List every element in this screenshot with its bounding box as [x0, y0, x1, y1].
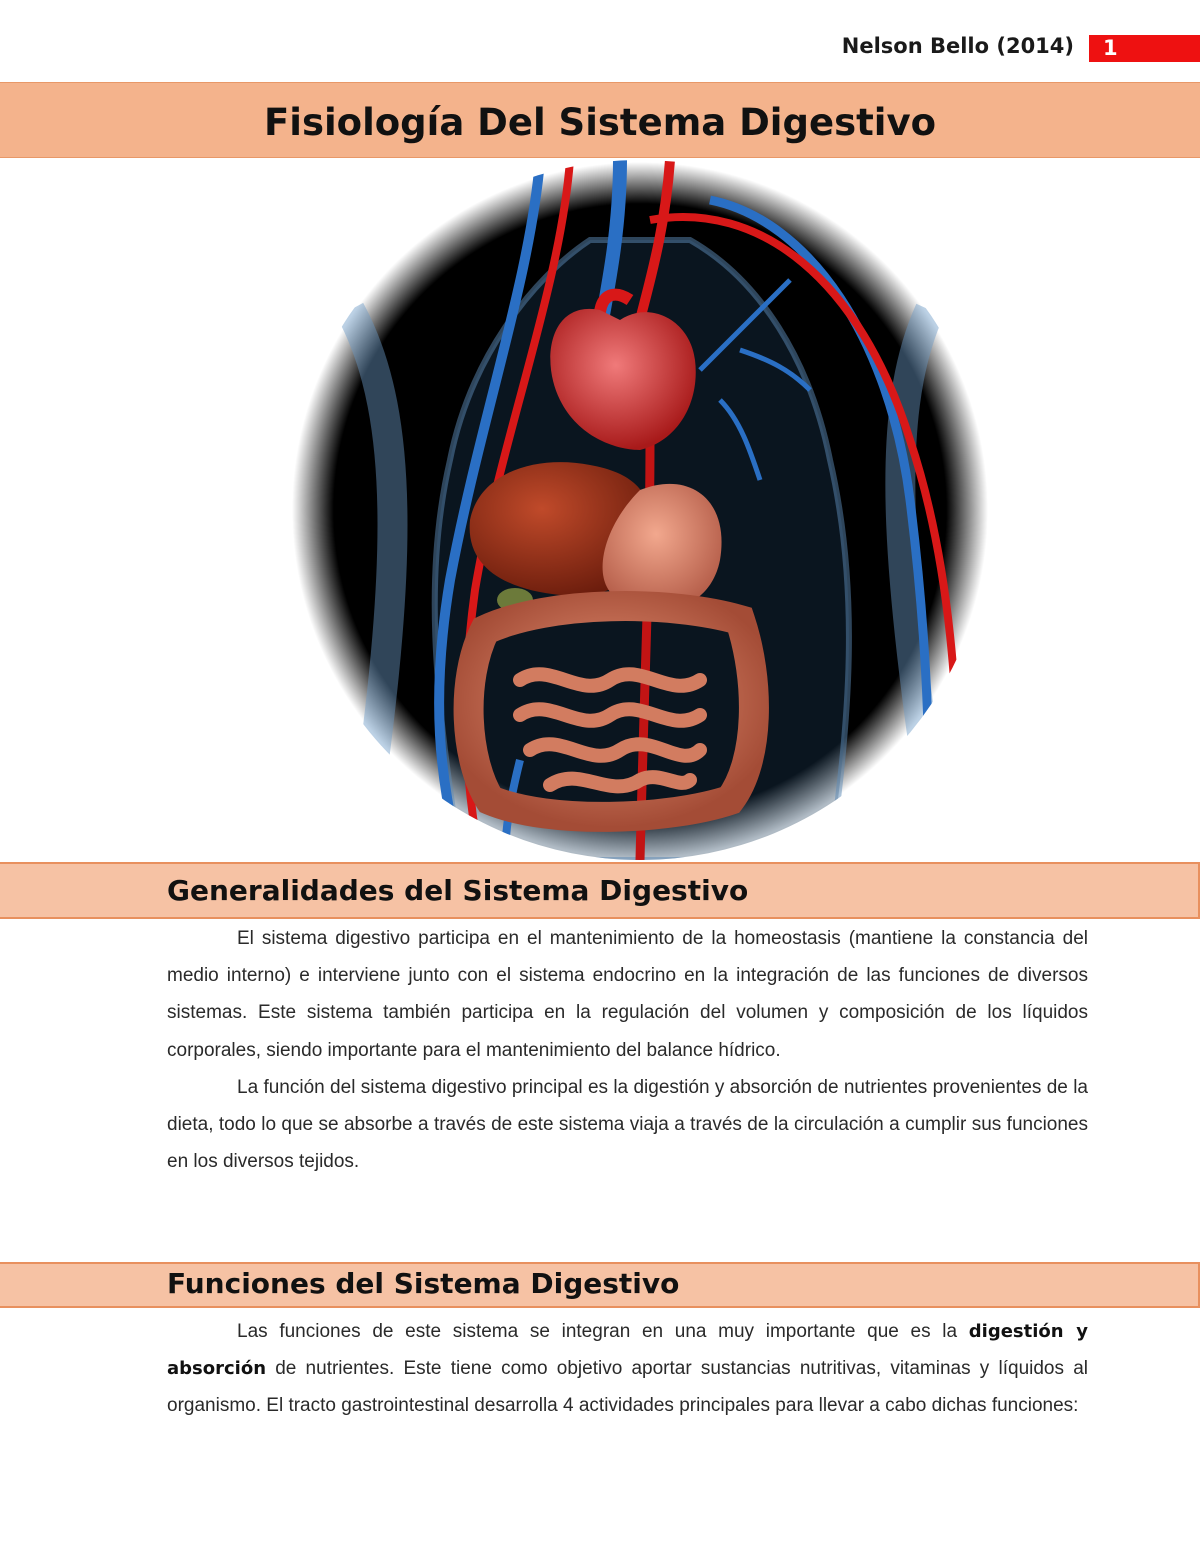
- page-header: [0, 32, 1200, 64]
- paragraph: El sistema digestivo participa en el mantenimiento de la homeostasis (mantiene la constancia del medio interno) e interviene junto con el sistema endocrino en la integración de las funciones de diversos sistemas. Este sistema también participa en la regulación del volumen y composición de los líquidos corporales, siendo importante para el mantenimiento del balance hídrico.: [167, 928, 1088, 1061]
- bold-term: digestión y absorción: [167, 1321, 1088, 1380]
- paragraph: La función del sistema digestivo principal es la digestión y absorción de nutrientes provenientes de la dieta, todo lo que se absorbe a través de este sistema viaja a través de la circulación a cumplir sus funciones en los diversos tejidos.: [167, 1076, 1088, 1173]
- section-heading: Funciones del Sistema Digestivo: [167, 1267, 680, 1300]
- paragraph: [167, 1313, 1088, 1425]
- text-run: de nutrientes. Este tiene como objetivo aportar sustancias nutritivas, vitaminas y líquidos al organismo. El tracto gastrointestinal desarrolla 4 actividades principales para llevar a cabo dichas funciones:: [167, 1358, 1088, 1417]
- section-heading: Generalidades del Sistema Digestivo: [167, 874, 749, 907]
- section-band-funciones: [0, 1262, 1200, 1308]
- header-author: Nelson Bello (2014): [841, 34, 1074, 58]
- page-number: 1: [1089, 35, 1200, 62]
- section-body-generalidades: [167, 920, 1088, 1180]
- section-body-funciones: [167, 1313, 1088, 1425]
- digestive-anatomy-illustration-icon: [290, 160, 990, 860]
- title-band: [0, 82, 1200, 158]
- text-run: Las funciones de este sistema se integran en una muy importante que es la: [237, 1321, 969, 1342]
- page-title: Fisiología Del Sistema Digestivo: [263, 101, 937, 144]
- section-band-generalidades: [0, 862, 1200, 919]
- anatomy-svg: [290, 160, 990, 860]
